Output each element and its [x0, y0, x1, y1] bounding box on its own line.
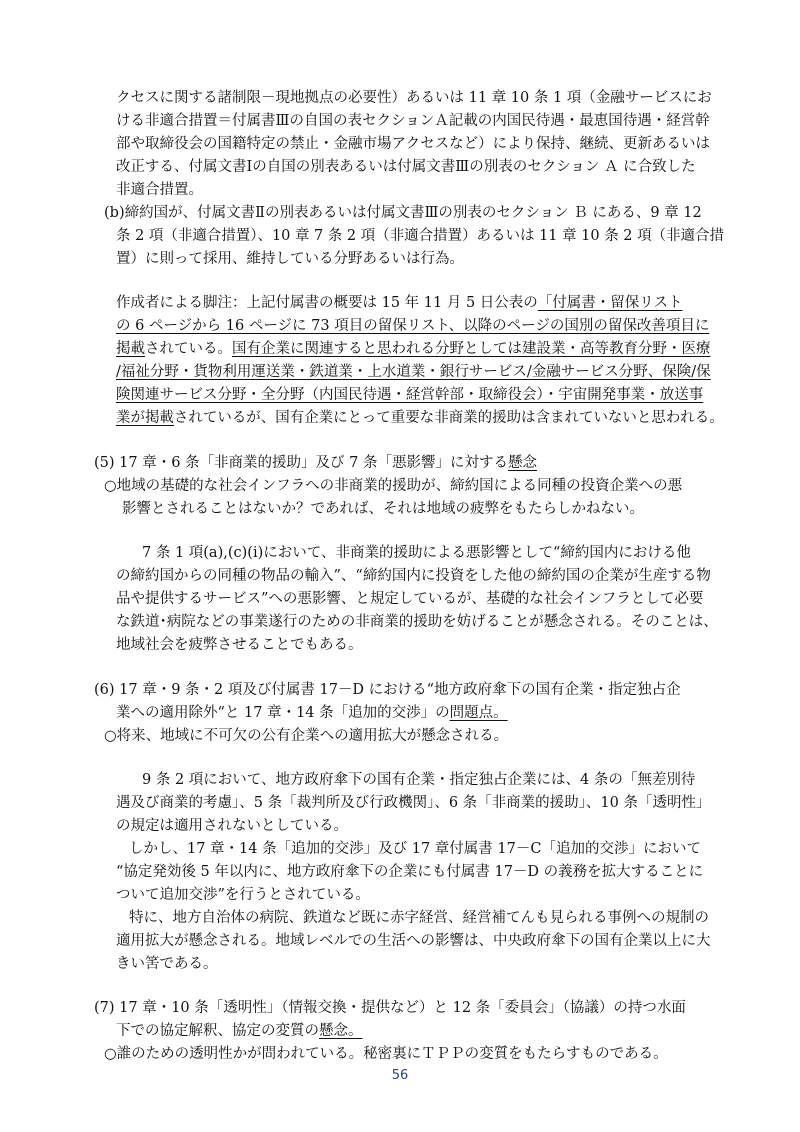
heading-text: 業への適用除外“と 17 章・14 条「追加的交渉」の [116, 705, 450, 721]
text-line: 品や提供するサービス”への悪影響、と規定しているが、基礎的な社会インフラとして必要 [116, 591, 704, 607]
text-line: 適用拡大が懸念される。地域レベルでの生活への影響は、中央政府傘下の国有企業以上に大 [116, 933, 711, 949]
text-line: 険関連サービス分野・全分野（内国民待遇・経営幹部・取締役会）・宇宙開発事業・放送事 [116, 387, 704, 403]
underlined-text: 業が掲載 [116, 410, 174, 426]
text-line: 影響とされることはないか？であれば、それは地域の疲弊をもたらしかねない。 [122, 501, 644, 517]
annex-link-text: 「付属書・留保リスト [537, 295, 683, 311]
heading-text: (5) 17 章・6 条「非商業的援助」及び 7 条「悪影響」に対する [94, 455, 508, 471]
text-line: クセスに関する諸制限－現地拠点の必要性）あるいは 11 章 10 条 1 項（金融サービスにお [116, 90, 712, 106]
text-line: 部や取締役会の国籍特定の禁止・金融市場アクセスなど）により保持、継続、更新あるいは [116, 136, 711, 152]
text-line [116, 339, 711, 359]
text-line: 地域社会を疲弊させることでもある。 [116, 637, 363, 653]
text-line: の締約国からの同種の物品の輸入”、“締約国内に投資をした他の締約国の企業が生産する物 [116, 568, 711, 584]
text-line: “協定発効後 5 年以内に、地方政府傘下の企業にも付属書 17－D の義務を拡大することに [116, 864, 704, 880]
text-line [116, 408, 724, 428]
section-heading-6: (6) 17 章・9 条・2 項及び付属書 17－D における“地方政府傘下の国有企業・指定独占企 [94, 682, 681, 698]
heading-underlined: 懸念 [507, 455, 537, 471]
plain-text: されているが、国有企業にとって重要な非商業的援助は含まれていないと思われる。 [173, 410, 724, 426]
text-line: 9 条 2 項において、地方政府傘下の国有企業・指定独占企業には、4 条の「無差別待 [142, 772, 696, 788]
text-line: な鉄道･病院などの事業遂行のための非商業的援助を妨げることが懸念される。そのことは、 [116, 614, 718, 630]
text-line: 特に、地方自治体の病院、鉄道など既に赤字経営、経営補てんも見られる事例への規制の [129, 910, 709, 926]
text-line [116, 293, 683, 313]
text-line: 7 条 1 項(a),(c)(i)において、非商業的援助による悪影響として“締約国内における他 [142, 545, 691, 561]
text-line: 置）に則って採用、維持している分野あるいは行為。 [116, 251, 464, 267]
underlined-text: 国有企業に関連すると思われる分野としては建設業・高等教育分野・医療 [232, 341, 711, 357]
text-line [116, 1021, 363, 1041]
text-line: ○将来、地域に不可欠の公有企業への適用拡大が懸念される。 [104, 728, 509, 744]
text-line: /福祉分野・貨物利用運送業・鉄道業・上水道業・銀行サービス/金融サービス分野、保険/保 [116, 364, 711, 380]
text-line: 非適合措置。 [116, 182, 203, 198]
section-heading-5 [94, 453, 537, 473]
text-line: ○誰のための透明性かが問われている。秘密裏にＴＰＰの変質をもたらすものである。 [104, 1046, 668, 1062]
heading-underlined: 懸念。 [319, 1023, 363, 1039]
text-line: きい筈である。 [116, 956, 218, 972]
text-line: の規定は適用されないとしている。 [116, 818, 348, 834]
text-line: ついて追加交渉”を行うとされている。 [116, 887, 370, 903]
underlined-text: 掲載 [116, 341, 145, 357]
text-line: ける非適合措置＝付属書Ⅲの自国の表セクションＡ記載の内国民待遇・最恵国待遇・経営幹 [116, 113, 710, 129]
text-line: ○地域の基礎的な社会インフラへの非商業的援助が、締約国による同種の投資企業への悪 [104, 478, 683, 494]
text-line: しかし、17 章・14 条「追加的交渉」及び 17 章付属書 17－C「追加的交渉」において [129, 841, 701, 857]
section-heading-7: (7) 17 章・10 条「透明性」（情報交換・提供など）と 12 条「委員会」（協議）の持つ水面 [94, 1000, 686, 1016]
footnote-intro: 作成者による脚注：上記付属書の概要は 15 年 11 月 5 日公表の [116, 295, 538, 311]
text-line: 改正する、付属文書Ⅰの自国の別表あるいは付属文書Ⅲの別表のセクション Ａ に合致した [116, 159, 696, 175]
page-number: 56 [391, 1068, 409, 1083]
text-line: 遇及び商業的考慮」、5 条「裁判所及び行政機関」、6 条「非商業的援助」、10 条「透明性」 [116, 795, 711, 811]
heading-text: 下での協定解釈、協定の変質の [116, 1023, 319, 1039]
heading-underlined: 問題点。 [449, 705, 508, 721]
plain-text: されている。 [145, 341, 232, 357]
text-line: (b)締約国が、付属文書Ⅱの別表あるいは付属文書Ⅲの別表のセクション Ｂ にある、9 章 12 [104, 205, 702, 221]
text-line: 条 2 項（非適合措置）、10 章 7 条 2 項（非適合措置）あるいは 11 章 10 条 2 項（非適合措 [116, 228, 724, 244]
text-line [116, 703, 508, 723]
text-line: の 6 ページから 16 ページに 73 項目の留保リスト、以降のページの国別の留保改善項目に [116, 318, 710, 334]
